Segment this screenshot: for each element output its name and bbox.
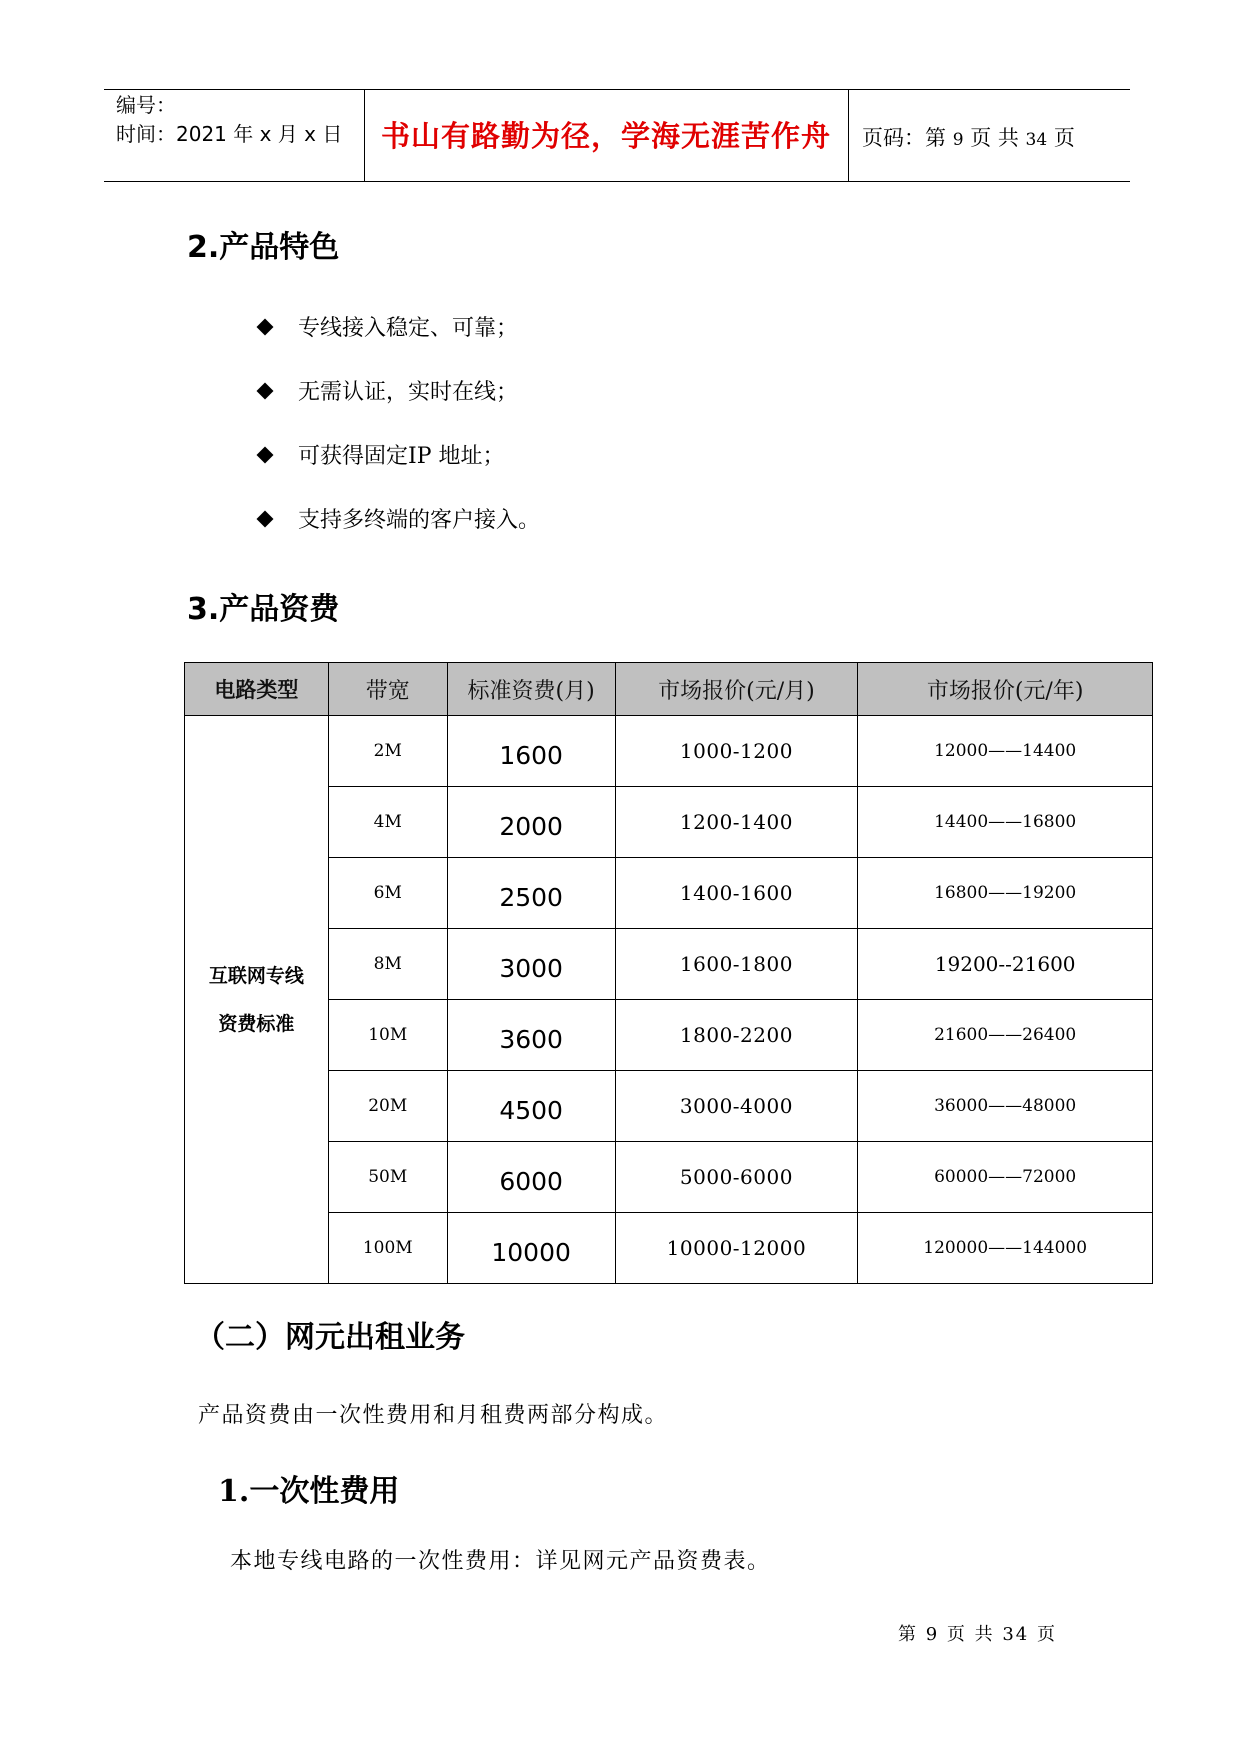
cell-market-yearly: 36000——48000 — [858, 1071, 1153, 1142]
feature-item-text: 专线接入稳定、可靠； — [298, 316, 519, 341]
cell-market-monthly: 1600-1800 — [615, 929, 858, 1000]
lease-title: （二）网元出租业务 — [195, 1320, 465, 1355]
feature-item-text: 支持多终端的客户接入。 — [298, 508, 541, 533]
diamond-bullet-icon — [257, 382, 274, 399]
header-page-prefix: 页码：第 — [862, 126, 953, 150]
header-bottom-rule — [104, 181, 1130, 182]
cell-standard-fee: 2500 — [447, 858, 615, 929]
header-top-rule — [104, 89, 1130, 90]
cell-market-monthly: 5000-6000 — [615, 1142, 858, 1213]
header-page-total: 34 — [1025, 130, 1048, 150]
feature-item — [256, 311, 518, 342]
table-row — [185, 716, 1153, 787]
cell-bandwidth: 100M — [328, 1213, 447, 1284]
cell-standard-fee: 3600 — [447, 1000, 615, 1071]
cell-standard-fee: 1600 — [447, 716, 615, 787]
table-row — [185, 929, 1153, 1000]
cell-bandwidth: 6M — [328, 858, 447, 929]
header-page-suffix: 页 — [1047, 126, 1075, 150]
cell-bandwidth: 20M — [328, 1071, 447, 1142]
cell-bandwidth: 8M — [328, 929, 447, 1000]
header-page-indicator — [862, 122, 1075, 152]
cell-standard-fee: 3000 — [447, 929, 615, 1000]
table-row — [185, 1213, 1153, 1284]
col-header-market-monthly: 市场报价(元/月) — [615, 663, 858, 716]
tariff-title: 3.产品资费 — [187, 592, 340, 627]
row-group-label — [185, 716, 329, 1284]
cell-market-yearly: 120000——144000 — [858, 1213, 1153, 1284]
cell-market-monthly: 10000-12000 — [615, 1213, 858, 1284]
header-time-label: 时间：2021 年 x 月 x 日 — [116, 122, 343, 146]
one-time-fee-title: 1.一次性费用 — [218, 1474, 400, 1509]
table-row — [185, 858, 1153, 929]
diamond-bullet-icon — [257, 318, 274, 335]
cell-market-yearly: 19200--21600 — [858, 929, 1153, 1000]
feature-item-text: 无需认证，实时在线； — [298, 380, 519, 405]
header-divider-right — [848, 89, 849, 181]
header-number-label: 编号： — [116, 93, 176, 117]
cell-market-yearly: 14400——16800 — [858, 787, 1153, 858]
table-row — [185, 1142, 1153, 1213]
cell-bandwidth: 50M — [328, 1142, 447, 1213]
page-footer: 第 9 页 共 34 页 — [898, 1624, 1057, 1645]
cell-market-monthly: 3000-4000 — [615, 1071, 858, 1142]
diamond-bullet-icon — [257, 446, 274, 463]
col-header-circuit-type: 电路类型 — [185, 663, 329, 716]
cell-market-yearly: 16800——19200 — [858, 858, 1153, 929]
table-row — [185, 1000, 1153, 1071]
table-row — [185, 787, 1153, 858]
feature-item — [256, 375, 518, 406]
lease-intro: 产品资费由一次性费用和月租费两部分构成。 — [198, 1403, 669, 1428]
header-page-current: 9 — [952, 130, 964, 150]
cell-market-yearly: 21600——26400 — [858, 1000, 1153, 1071]
cell-bandwidth: 4M — [328, 787, 447, 858]
cell-market-yearly: 12000——14400 — [858, 716, 1153, 787]
one-time-fee-text: 本地专线电路的一次性费用：详见网元产品资费表。 — [230, 1549, 771, 1574]
cell-standard-fee: 2000 — [447, 787, 615, 858]
feature-item — [256, 503, 540, 534]
table-header-row — [185, 663, 1153, 716]
features-title: 2.产品特色 — [187, 230, 340, 265]
row-group-label-line1: 互联网专线 — [208, 964, 304, 987]
cell-market-monthly: 1200-1400 — [615, 787, 858, 858]
col-header-market-yearly: 市场报价(元/年) — [858, 663, 1153, 716]
cell-standard-fee: 6000 — [447, 1142, 615, 1213]
cell-bandwidth: 10M — [328, 1000, 447, 1071]
col-header-standard-fee: 标准资费(月) — [447, 663, 615, 716]
tariff-table — [184, 662, 1153, 1284]
diamond-bullet-icon — [257, 510, 274, 527]
feature-item-text: 可获得固定IP 地址； — [298, 444, 505, 469]
cell-standard-fee: 4500 — [447, 1071, 615, 1142]
cell-market-monthly: 1800-2200 — [615, 1000, 858, 1071]
col-header-bandwidth: 带宽 — [328, 663, 447, 716]
cell-market-monthly: 1000-1200 — [615, 716, 858, 787]
cell-market-yearly: 60000——72000 — [858, 1142, 1153, 1213]
header-meta — [116, 91, 342, 149]
cell-market-monthly: 1400-1600 — [615, 858, 858, 929]
cell-standard-fee: 10000 — [447, 1213, 615, 1284]
cell-bandwidth: 2M — [328, 716, 447, 787]
table-row — [185, 1071, 1153, 1142]
feature-item — [256, 439, 505, 470]
row-group-label-line2: 资费标准 — [218, 1012, 295, 1035]
header-motto: 书山有路勤为径，学海无涯苦作舟 — [380, 119, 831, 153]
header-page-mid: 页 共 — [963, 126, 1026, 150]
